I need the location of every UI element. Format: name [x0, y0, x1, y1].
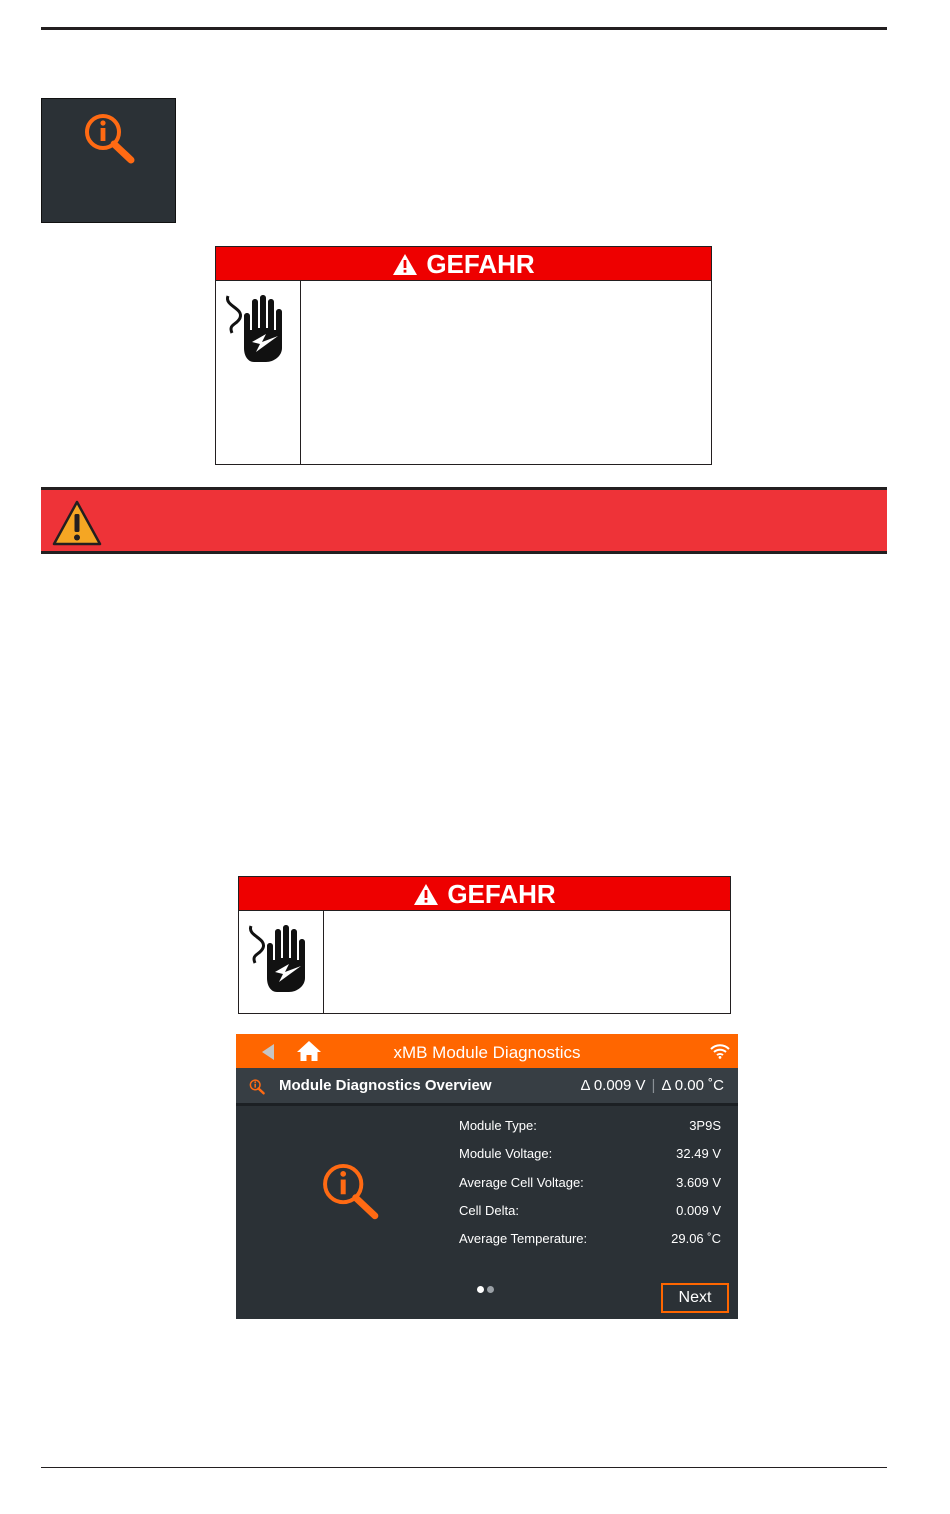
info-search-icon [79, 111, 139, 167]
screen-title: xMB Module Diagnostics [393, 1043, 581, 1062]
device-screen [236, 1034, 738, 1319]
table-row: Average Temperature: 29.06 ˚C [459, 1231, 721, 1247]
subheader-title: Module Diagnostics Overview [279, 1077, 492, 1094]
danger-notice [215, 246, 712, 465]
warning-triangle-icon [392, 253, 418, 276]
warning-bar [41, 487, 887, 554]
page-indicator [477, 1280, 497, 1298]
table-row: Cell Delta: 0.009 V [459, 1202, 721, 1218]
danger-notice [238, 876, 731, 1014]
danger-header [239, 877, 730, 911]
table-row: Module Voltage: 32.49 V [459, 1146, 721, 1162]
delta-readout: Δ 0.009 V | Δ 0.00 ˚C [580, 1077, 724, 1094]
info-search-icon [316, 1160, 384, 1224]
screen-subheader [236, 1068, 738, 1104]
info-search-icon [248, 1078, 266, 1096]
page-dot [487, 1286, 494, 1293]
back-arrow-icon[interactable] [260, 1043, 276, 1061]
warning-triangle-icon [52, 500, 102, 546]
delta-voltage: Δ 0.009 V [580, 1077, 646, 1094]
table-row: Module Type: 3P9S [459, 1118, 721, 1133]
next-button[interactable]: Next [661, 1283, 729, 1313]
warning-triangle-icon [413, 883, 439, 906]
danger-label: GEFAHR [447, 879, 556, 909]
diagnostics-table [459, 1118, 721, 1259]
wifi-icon [710, 1044, 730, 1059]
subheader-divider [236, 1103, 738, 1106]
diagnostics-tile [41, 98, 176, 223]
bottom-rule [41, 1467, 887, 1468]
top-rule [41, 27, 887, 30]
delta-temperature: Δ 0.00 ˚C [661, 1077, 724, 1094]
electric-shock-hand-icon [245, 920, 317, 994]
danger-header [216, 247, 711, 281]
danger-label: GEFAHR [426, 249, 535, 279]
page-dot-active [477, 1286, 484, 1293]
electric-shock-hand-icon [222, 290, 294, 364]
home-icon[interactable] [296, 1040, 322, 1062]
table-row: Average Cell Voltage: 3.609 V [459, 1174, 721, 1190]
